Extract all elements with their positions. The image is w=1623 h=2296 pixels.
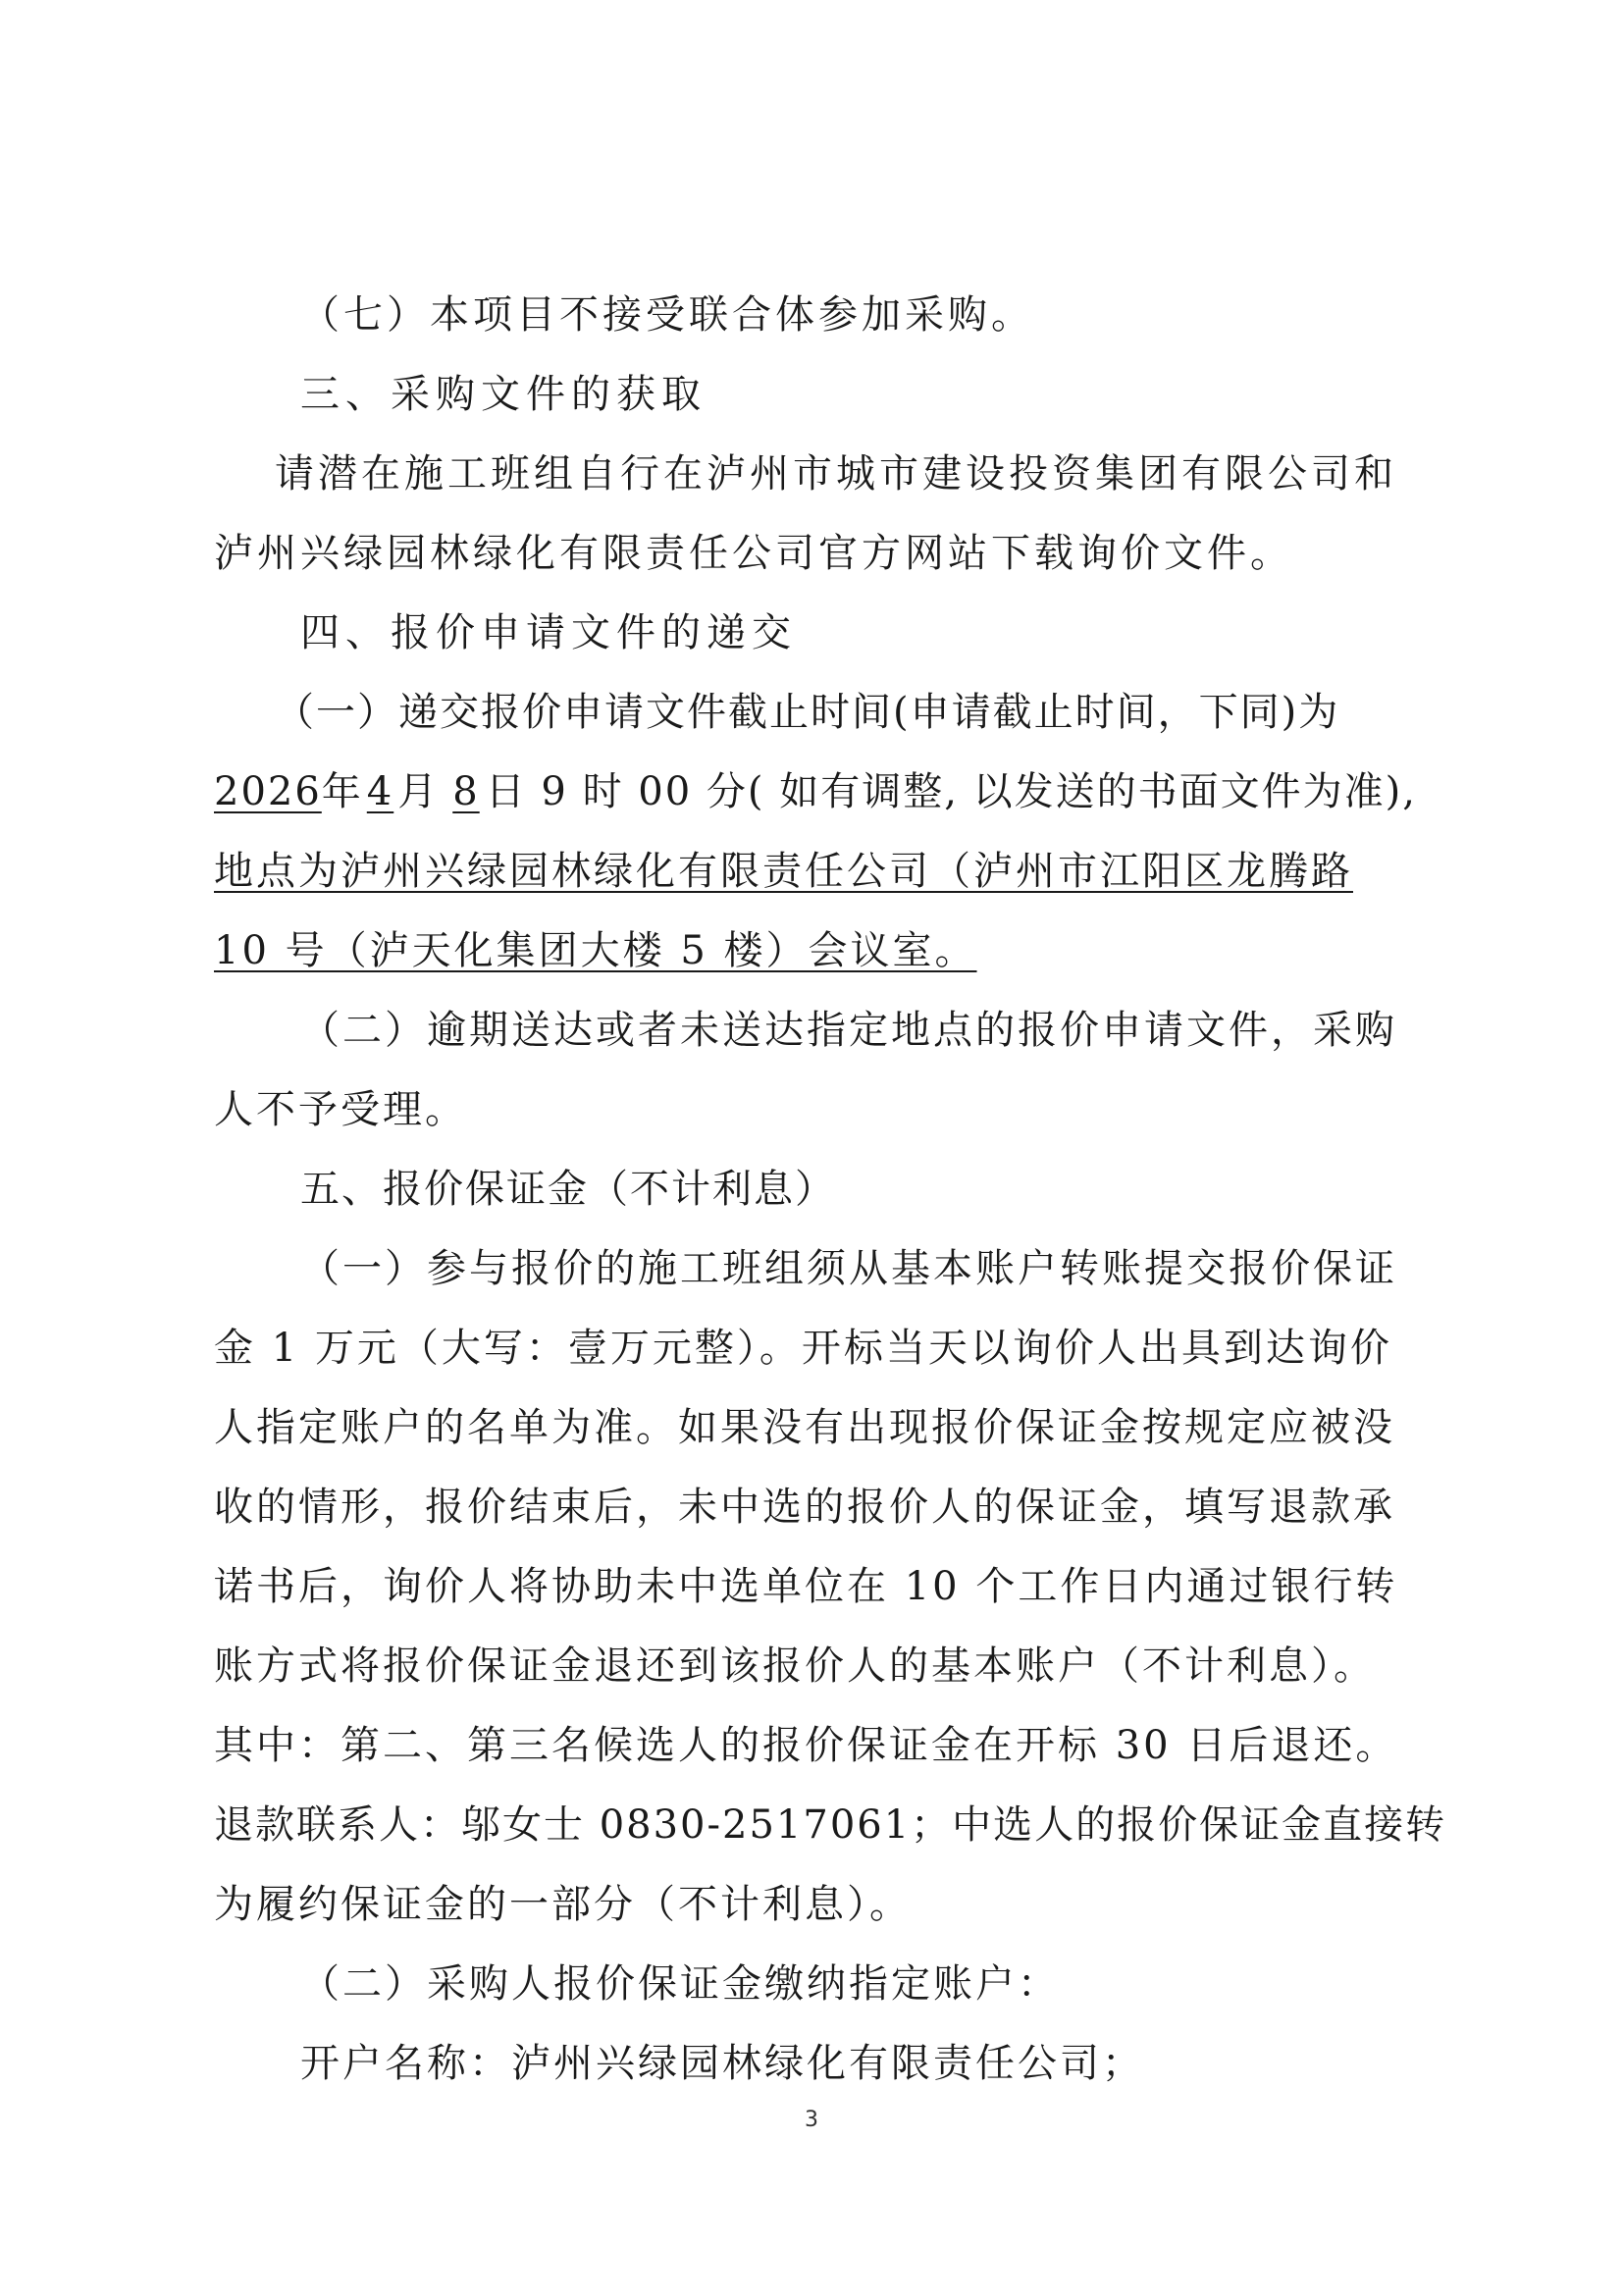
deadline-time-rest: 日 9 时 00 分( 如有调整, 以发送的书面文件为准), (485, 769, 1417, 814)
section-4-heading: 四、报价申请文件的递交 (300, 610, 797, 655)
section-3-line-1: 请潜在施工班组自行在泸州市城市建设投资集团有限公司和 (275, 451, 1397, 496)
section-5-item-1-line: 金 1 万元（大写：壹万元整）。开标当天以询价人出具到达询价 (214, 1326, 1392, 1371)
section-5-item-1-line: 诺书后，询价人将协助未中选单位在 10 个工作日内通过银行转 (214, 1564, 1398, 1609)
section-5-item-1-line: 收的情形，报价结束后，未中选的报价人的保证金，填写退款承 (214, 1485, 1395, 1530)
section-4-item-2-line-2: 人不予受理。 (214, 1087, 467, 1132)
section-5-heading: 五、报价保证金（不计利息） (300, 1167, 836, 1212)
section-3-heading: 三、采购文件的获取 (300, 372, 707, 417)
section-5-item-2-line-1: （二）采购人报价保证金缴纳指定账户： (300, 1961, 1060, 2007)
deadline-year: 2026 (214, 769, 322, 814)
section-4-item-1-line-1: （一）递交报价申请文件截止时间(申请截止时间，下同)为 (275, 690, 1340, 735)
section-5-item-1-line: （一）参与报价的施工班组须从基本账户转账提交报价保证 (300, 1246, 1397, 1291)
section-4-location-line-2: 10 号（泸天化集团大楼 5 楼）会议室。 (214, 928, 977, 973)
deadline-month-unit: 月 (397, 769, 440, 814)
section-5-item-1-line: 账方式将报价保证金退还到该报价人的基本账户（不计利息）。 (214, 1644, 1376, 1689)
section-4-location-line-1: 地点为泸州兴绿园林绿化有限责任公司（泸州市江阳区龙腾路 (214, 849, 1353, 894)
deadline-month: 4 (366, 769, 394, 814)
page-number: 3 (805, 2108, 818, 2132)
section-3-line-2: 泸州兴绿园林绿化有限责任公司官方网站下载询价文件。 (214, 531, 1293, 576)
section-5-item-1-line: 人指定账户的名单为准。如果没有出现报价保证金按规定应被没 (214, 1405, 1395, 1450)
deadline-year-unit: 年 (321, 769, 363, 814)
section-5-item-1-line: 为履约保证金的一部分（不计利息）。 (214, 1882, 912, 1927)
section-5-item-1-line: 其中：第二、第三名候选人的报价保证金在开标 30 日后退还。 (214, 1723, 1398, 1768)
item-7-text: （七）本项目不接受联合体参加采购。 (300, 292, 1034, 338)
section-4-item-1-datetime (214, 764, 1431, 819)
section-5-account-name: 开户名称：泸州兴绿园林绿化有限责任公司； (300, 2041, 1144, 2086)
deadline-day: 8 (452, 769, 480, 814)
section-5-item-1-line: 退款联系人：邬女士 0830-2517061；中选人的报价保证金直接转 (214, 1802, 1447, 1848)
section-4-item-2-line-1: （二）逾期送达或者未送达指定地点的报价申请文件，采购 (300, 1008, 1397, 1053)
